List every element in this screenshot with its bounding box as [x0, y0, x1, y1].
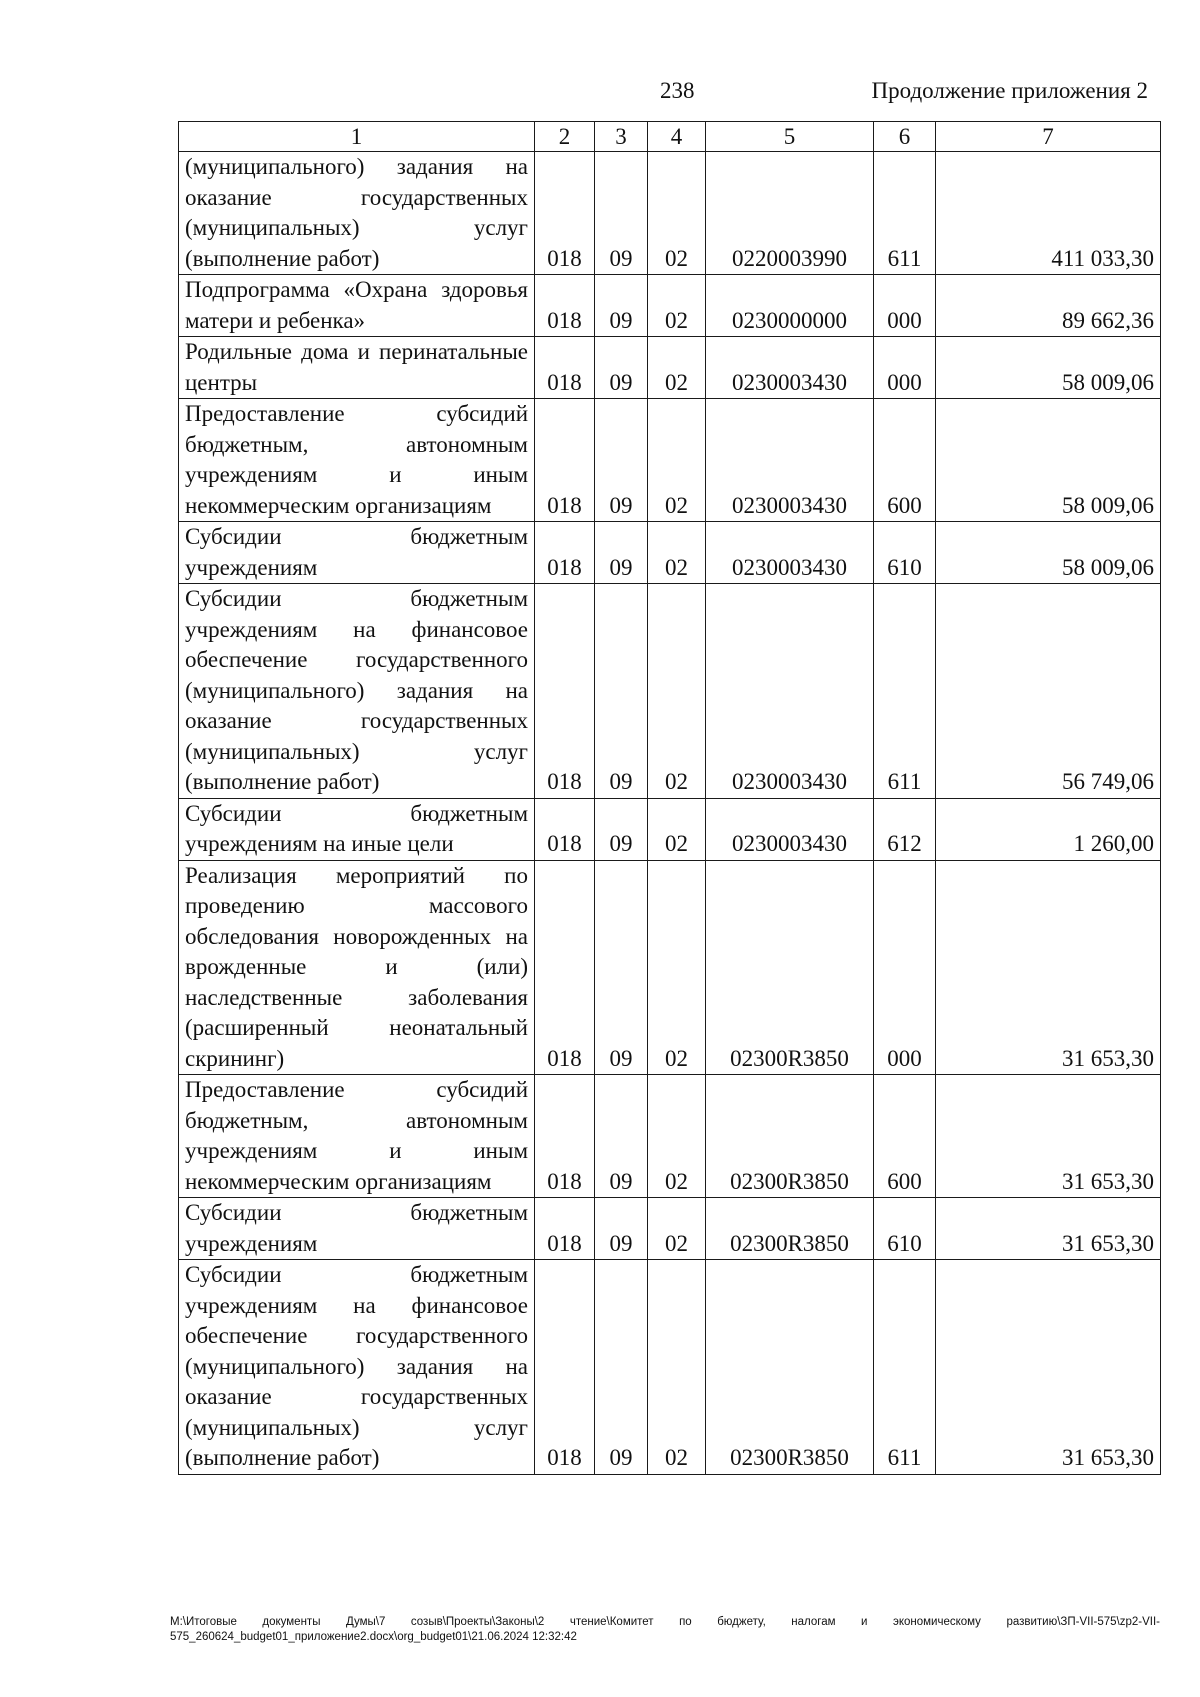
table-row: [179, 522, 1161, 584]
subsection-code-cell: 02: [648, 860, 706, 1075]
target-article-cell: 0230003430: [706, 522, 874, 584]
expense-type-cell: 610: [874, 1198, 936, 1260]
subsection-code-cell: 02: [648, 1260, 706, 1475]
target-article-cell: 02300R3850: [706, 860, 874, 1075]
table-row: [179, 1260, 1161, 1475]
subsection-code-cell: 02: [648, 1198, 706, 1260]
column-header: 7: [936, 122, 1161, 152]
expense-type-cell: 000: [874, 337, 936, 399]
row-name-cell: Подпрограмма «Охрана здоровья матери и ребенка»: [179, 275, 535, 337]
ministry-code-cell: 018: [535, 399, 595, 522]
row-name-cell: Субсидии бюджетным учреждениям: [179, 522, 535, 584]
row-name-cell: Субсидии бюджетным учреждениям: [179, 1198, 535, 1260]
table-row: [179, 1198, 1161, 1260]
table-row: [179, 860, 1161, 1075]
row-name-cell: Реализация мероприятий по проведению массового обследования новорожденных на врожденные и (или) наследственные заболевания (расширенный неонатальный скрининг): [179, 860, 535, 1075]
ministry-code-cell: 018: [535, 1260, 595, 1475]
column-header: 3: [595, 122, 648, 152]
row-name-cell: (муниципального) задания на оказание государственных (муниципальных) услуг (выполнение работ): [179, 152, 535, 275]
ministry-code-cell: 018: [535, 152, 595, 275]
table-row: [179, 798, 1161, 860]
subsection-code-cell: 02: [648, 1075, 706, 1198]
ministry-code-cell: 018: [535, 584, 595, 799]
sum-cell: 56 749,06: [936, 584, 1161, 799]
row-name-cell: Субсидии бюджетным учреждениям на финансовое обеспечение государственного (муниципального) задания на оказание государственных (муниципальных) услуг (выполнение работ): [179, 1260, 535, 1475]
section-code-cell: 09: [595, 522, 648, 584]
row-name-cell: Родильные дома и перинатальные центры: [179, 337, 535, 399]
table-row: [179, 584, 1161, 799]
section-code-cell: 09: [595, 1075, 648, 1198]
expense-type-cell: 000: [874, 860, 936, 1075]
sum-cell: 411 033,30: [936, 152, 1161, 275]
column-header: 4: [648, 122, 706, 152]
section-code-cell: 09: [595, 860, 648, 1075]
sum-cell: 58 009,06: [936, 337, 1161, 399]
expense-type-cell: 610: [874, 522, 936, 584]
column-header: 6: [874, 122, 936, 152]
expense-type-cell: 600: [874, 399, 936, 522]
section-code-cell: 09: [595, 337, 648, 399]
sum-cell: 58 009,06: [936, 522, 1161, 584]
sum-cell: 31 653,30: [936, 1198, 1161, 1260]
section-code-cell: 09: [595, 1198, 648, 1260]
ministry-code-cell: 018: [535, 1075, 595, 1198]
sum-cell: 89 662,36: [936, 275, 1161, 337]
section-code-cell: 09: [595, 399, 648, 522]
section-code-cell: 09: [595, 275, 648, 337]
continuation-caption: Продолжение приложения 2: [871, 78, 1148, 103]
expense-type-cell: 611: [874, 152, 936, 275]
table-row: [179, 152, 1161, 275]
table-row: [179, 275, 1161, 337]
target-article-cell: 02300R3850: [706, 1260, 874, 1475]
ministry-code-cell: 018: [535, 337, 595, 399]
table-row: [179, 337, 1161, 399]
expense-type-cell: 611: [874, 1260, 936, 1475]
sum-cell: 31 653,30: [936, 1260, 1161, 1475]
expense-type-cell: 600: [874, 1075, 936, 1198]
expense-type-cell: 000: [874, 275, 936, 337]
sum-cell: 58 009,06: [936, 399, 1161, 522]
target-article-cell: 02300R3850: [706, 1075, 874, 1198]
budget-table: [178, 121, 1161, 1475]
document-path-footer: M:\Итоговые документы Думы\7 созыв\Проекты\Законы\2 чтение\Комитет по бюджету, налогам и экономическому развитию\ЗП-VII-575\zp2-VII-575_260624_budget01_приложение2.docx\org_budget01\21.06.2024 12:32:42: [170, 1616, 1160, 1643]
expense-type-cell: 612: [874, 798, 936, 860]
sum-cell: 1 260,00: [936, 798, 1161, 860]
page-number: 238: [660, 78, 695, 103]
target-article-cell: 0230003430: [706, 399, 874, 522]
column-header: 5: [706, 122, 874, 152]
subsection-code-cell: 02: [648, 152, 706, 275]
subsection-code-cell: 02: [648, 522, 706, 584]
subsection-code-cell: 02: [648, 584, 706, 799]
row-name-cell: Субсидии бюджетным учреждениям на финансовое обеспечение государственного (муниципального) задания на оказание государственных (муниципальных) услуг (выполнение работ): [179, 584, 535, 799]
target-article-cell: 0230003430: [706, 584, 874, 799]
target-article-cell: 0230003430: [706, 337, 874, 399]
target-article-cell: 0230000000: [706, 275, 874, 337]
target-article-cell: 02300R3850: [706, 1198, 874, 1260]
sum-cell: 31 653,30: [936, 1075, 1161, 1198]
ministry-code-cell: 018: [535, 798, 595, 860]
section-code-cell: 09: [595, 798, 648, 860]
row-name-cell: Предоставление субсидий бюджетным, автономным учреждениям и иным некоммерческим организациям: [179, 399, 535, 522]
expense-type-cell: 611: [874, 584, 936, 799]
subsection-code-cell: 02: [648, 337, 706, 399]
ministry-code-cell: 018: [535, 1198, 595, 1260]
section-code-cell: 09: [595, 1260, 648, 1475]
section-code-cell: 09: [595, 584, 648, 799]
table-row: [179, 399, 1161, 522]
subsection-code-cell: 02: [648, 798, 706, 860]
column-number-row: [179, 122, 1161, 152]
ministry-code-cell: 018: [535, 275, 595, 337]
row-name-cell: Предоставление субсидий бюджетным, автономным учреждениям и иным некоммерческим организациям: [179, 1075, 535, 1198]
ministry-code-cell: 018: [535, 522, 595, 584]
target-article-cell: 0220003990: [706, 152, 874, 275]
subsection-code-cell: 02: [648, 399, 706, 522]
row-name-cell: Субсидии бюджетным учреждениям на иные цели: [179, 798, 535, 860]
column-header: 1: [179, 122, 535, 152]
target-article-cell: 0230003430: [706, 798, 874, 860]
ministry-code-cell: 018: [535, 860, 595, 1075]
column-header: 2: [535, 122, 595, 152]
table-row: [179, 1075, 1161, 1198]
section-code-cell: 09: [595, 152, 648, 275]
sum-cell: 31 653,30: [936, 860, 1161, 1075]
subsection-code-cell: 02: [648, 275, 706, 337]
